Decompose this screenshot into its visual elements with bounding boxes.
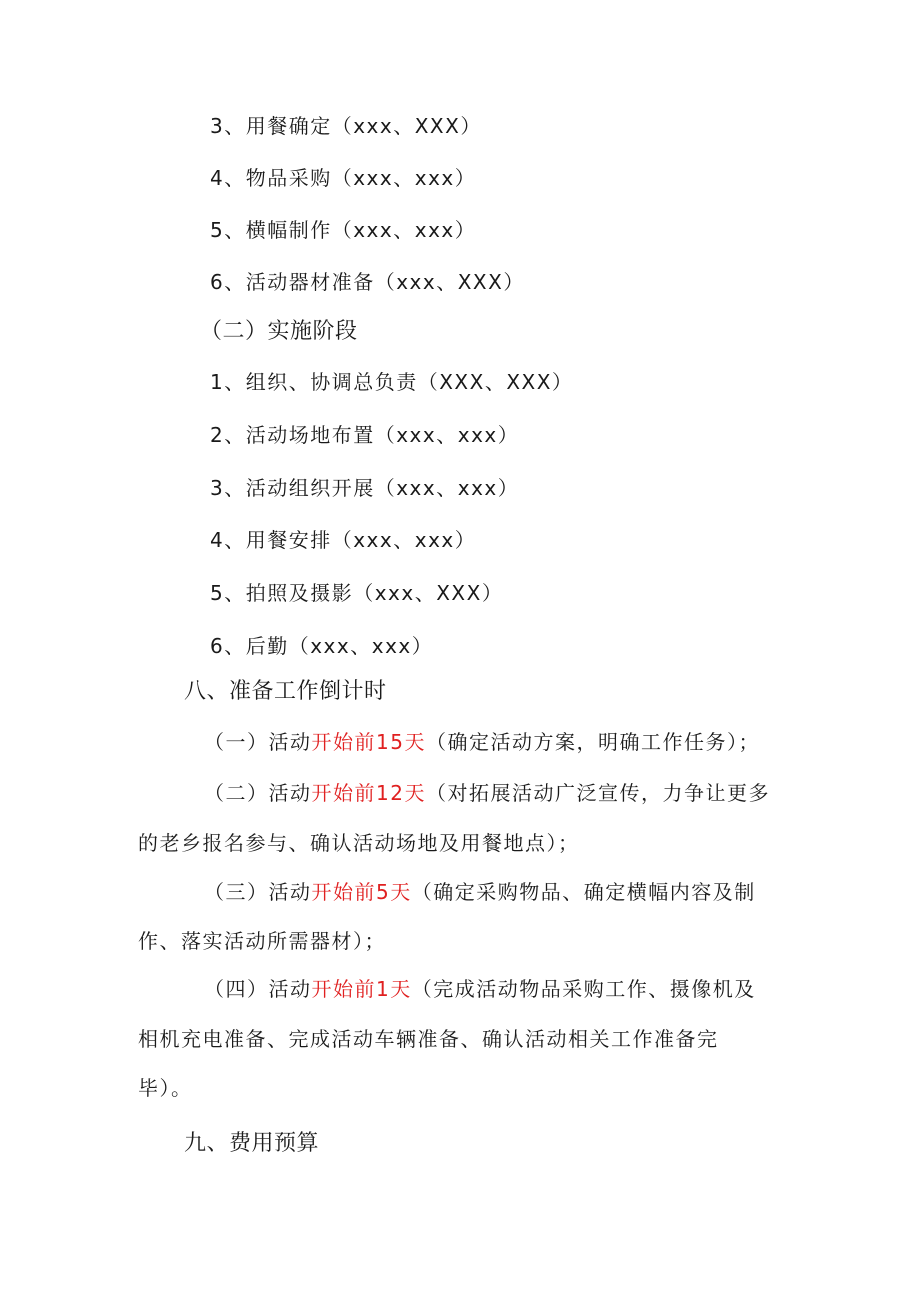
stage2-item: 5、拍照及摄影（xxx、XXX） [210, 581, 504, 605]
countdown-text-continued: 毕）。 [138, 1076, 193, 1100]
countdown-text: （完成活动物品采购工作、摄像机及 [411, 977, 756, 1001]
countdown-highlight: 开始前5天 [311, 880, 412, 904]
countdown-text: （确定采购物品、确定横幅内容及制 [411, 880, 756, 904]
stage2-item: 6、后勤（xxx、xxx） [210, 634, 434, 658]
prep-item: 4、物品采购（xxx、xxx） [210, 166, 477, 190]
countdown-highlight: 开始前1天 [311, 977, 412, 1001]
prep-item: 3、用餐确定（xxx、XXX） [210, 114, 482, 138]
section8-heading: 八、准备工作倒计时 [184, 679, 387, 704]
countdown-item-3 [204, 878, 756, 906]
countdown-text: （对拓展活动广泛宣传，力争让更多 [425, 781, 770, 805]
countdown-prefix: （一）活动 [204, 730, 312, 754]
countdown-text: （确定活动方案，明确工作任务）； [425, 730, 760, 754]
countdown-item-2 [204, 779, 770, 807]
countdown-text-continued: 相机充电准备、完成活动车辆准备、确认活动相关工作准备完 [138, 1027, 719, 1051]
countdown-prefix: （三）活动 [204, 880, 312, 904]
countdown-highlight: 开始前15天 [311, 730, 426, 754]
prep-item: 5、横幅制作（xxx、xxx） [210, 218, 477, 242]
countdown-text-continued: 作、落实活动所需器材）； [138, 929, 386, 953]
stage2-item: 2、活动场地布置（xxx、xxx） [210, 423, 520, 447]
countdown-item-4 [204, 975, 756, 1003]
countdown-text-continued: 的老乡报名参与、确认活动场地及用餐地点）； [138, 831, 580, 855]
prep-item: 6、活动器材准备（xxx、XXX） [210, 270, 525, 294]
countdown-prefix: （二）活动 [204, 781, 312, 805]
stage2-item: 4、用餐安排（xxx、xxx） [210, 528, 477, 552]
stage2-heading: （二）实施阶段 [200, 319, 358, 344]
countdown-highlight: 开始前12天 [311, 781, 426, 805]
section9-heading: 九、费用预算 [184, 1131, 320, 1156]
countdown-prefix: （四）活动 [204, 977, 312, 1001]
countdown-item-1 [204, 728, 760, 756]
stage2-item: 1、组织、协调总负责（XXX、XXX） [210, 370, 574, 394]
stage2-item: 3、活动组织开展（xxx、xxx） [210, 476, 520, 500]
